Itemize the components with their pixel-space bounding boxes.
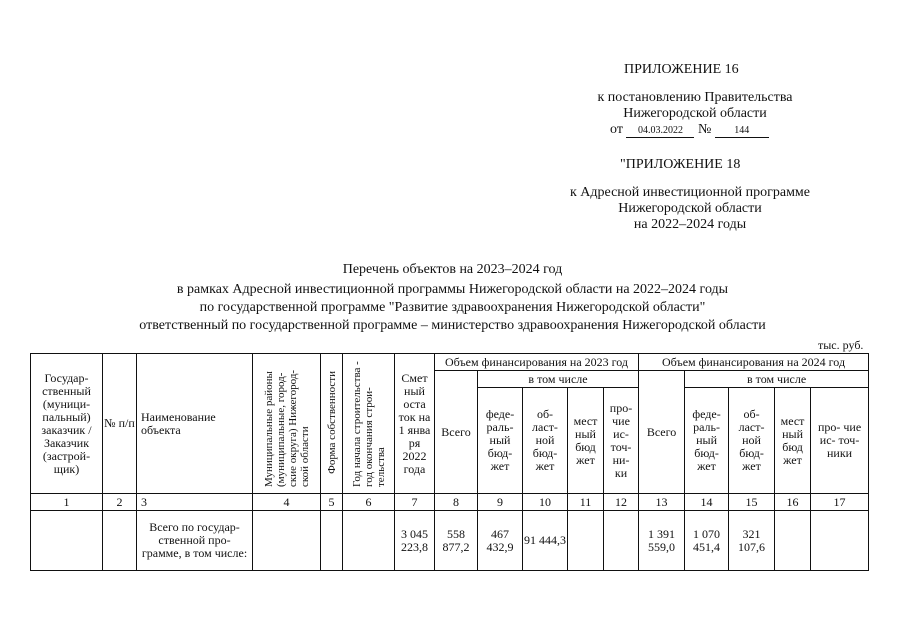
col-number: 7 [395, 494, 435, 511]
col-number: 6 [343, 494, 395, 511]
col-number: 9 [478, 494, 523, 511]
header-years: Год начала строительства - год окончания строи- тельства [350, 361, 387, 487]
resolution-date: 04.03.2022 [626, 125, 694, 138]
col-number: 10 [523, 494, 568, 511]
header-ownership: Форма собственности [325, 370, 338, 474]
col-number: 4 [253, 494, 321, 511]
header-incl-2023: в том числе [478, 371, 639, 388]
col-number: 17 [811, 494, 869, 511]
from-label: от [610, 122, 623, 137]
header-group-2024: Объем финансирования на 2024 год [639, 354, 869, 371]
appendix-title: ПРИЛОЖЕНИЕ 16 [624, 62, 739, 77]
header-total-2023: Всего [435, 371, 478, 494]
col-number: 15 [729, 494, 775, 511]
col-number: 13 [639, 494, 685, 511]
header-local-2023: мест ный бюд жет [568, 388, 604, 494]
col-number: 2 [103, 494, 137, 511]
header-local-2024: мест ный бюд жет [775, 388, 811, 494]
column-numbers-row [31, 494, 869, 511]
total-balance: 3 045 223,8 [395, 511, 435, 571]
header-district: Муниципальные районы (муниципальные, город- ские округа) Нижегород- ской области [262, 369, 311, 487]
other-2023 [604, 511, 639, 571]
header-federal-2023: феде- раль- ный бюд- жет [478, 388, 523, 494]
program-line-1: к Адресной инвестиционной программе [569, 185, 811, 200]
col-number: 11 [568, 494, 604, 511]
header-years-cell [343, 354, 395, 494]
header-district-cell [253, 354, 321, 494]
other-2024 [811, 511, 869, 571]
total-ownership [321, 511, 343, 571]
total-years [343, 511, 395, 571]
col-number: 12 [604, 494, 639, 511]
appendix-18-title: "ПРИЛОЖЕНИЕ 18 [620, 157, 741, 172]
header-ownership-cell [321, 354, 343, 494]
resolution-line-2: Нижегородской области [623, 106, 767, 121]
number-label: № [697, 122, 712, 137]
col-number: 5 [321, 494, 343, 511]
total-name: Всего по государ- ственной про- грамме, в том числе: [137, 511, 253, 571]
local-2023 [568, 511, 604, 571]
col-number: 8 [435, 494, 478, 511]
header-regional-2024: об- ласт- ной бюд- жет [729, 388, 775, 494]
federal-2024: 1 070 451,4 [685, 511, 729, 571]
list-subtitle-3: ответственный по государственной программе – министерство здравоохранения Нижегородской области [139, 318, 766, 333]
resolution-line-1: к постановлению Правительства [597, 90, 793, 105]
col-number: 14 [685, 494, 729, 511]
total-row [31, 511, 869, 571]
units-label: тыс. руб. [818, 338, 864, 352]
regional-2024: 321 107,6 [729, 511, 775, 571]
col-number: 1 [31, 494, 103, 511]
header-other-2023: про- чие ис- точ- ни- ки [604, 388, 639, 494]
header-federal-2024: феде- раль- ный бюд- жет [685, 388, 729, 494]
regional-2023: 91 444,3 [523, 511, 568, 571]
header-balance: Смет ный оста ток на 1 янва ря 2022 года [395, 354, 435, 494]
header-total-2024: Всего [639, 371, 685, 494]
federal-2023: 467 432,9 [478, 511, 523, 571]
program-line-2: Нижегородской области [618, 201, 762, 216]
col-number: 3 [137, 494, 253, 511]
header-num: № п/п [103, 354, 137, 494]
list-subtitle-2: по государственной программе "Развитие здравоохранения Нижегородской области" [199, 300, 706, 315]
header-group-2023: Объем финансирования на 2023 год [435, 354, 639, 371]
header-customer: Государ- ственный (муници- пальный) заказчик / Заказчик (застрой- щик) [31, 354, 103, 494]
total-2024: 1 391 559,0 [639, 511, 685, 571]
date-number-line [610, 122, 769, 138]
local-2024 [775, 511, 811, 571]
list-title: Перечень объектов на 2023–2024 год [342, 262, 563, 277]
total-district [253, 511, 321, 571]
header-other-2024: про- чие ис- точ- ники [811, 388, 869, 494]
total-2023: 558 877,2 [435, 511, 478, 571]
header-regional-2023: об- ласт- ной бюд- жет [523, 388, 568, 494]
total-num [103, 511, 137, 571]
resolution-number: 144 [715, 125, 769, 138]
header-name: Наименование объекта [137, 354, 253, 494]
program-line-3: на 2022–2024 годы [633, 217, 747, 232]
total-customer [31, 511, 103, 571]
list-subtitle-1: в рамках Адресной инвестиционной программы Нижегородской области на 2022–2024 годы [176, 282, 729, 297]
col-number: 16 [775, 494, 811, 511]
objects-table [30, 353, 869, 571]
header-incl-2024: в том числе [685, 371, 869, 388]
